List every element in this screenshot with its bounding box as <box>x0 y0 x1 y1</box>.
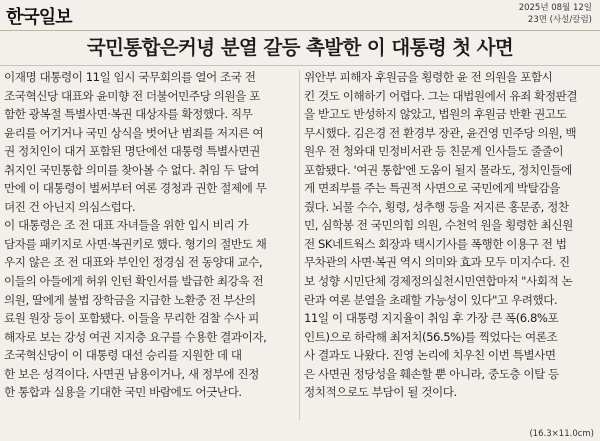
page-section: 23면 (사설/칼럼) <box>527 15 592 25</box>
body-text-line: 무차관의 사면·복권 역시 의미와 효과 모두 미지수다. 진 <box>304 255 570 270</box>
body-text-line: 원우 전 청와대 민정비서관 등 친문계 인사들도 줄줄이 <box>304 144 564 159</box>
body-text-line: 무시했다. 김은경 전 환경부 장관, 윤건영 민주당 의원, 백 <box>304 125 577 140</box>
body-text-line: 조국혁신당 대표와 윤미향 전 더불어민주당 의원을 포 <box>4 88 260 103</box>
body-text-line: 이들의 아들에게 허위 인턴 확인서를 발급한 최강욱 전 <box>4 274 264 289</box>
body-text-line: 해자로 보는 강성 여권 지지층 요구를 수용한 결과이자, <box>4 329 267 344</box>
body-text-line: 담자를 패키지로 사면·복권키로 했다. 형기의 절반도 채 <box>4 236 267 251</box>
body-text-line: 이 대통령은 조 전 대표 자녀들을 위한 입시 비리 가 <box>4 218 249 233</box>
body-text-line: 11일 이 대통령 지지율이 취임 후 가장 큰 폭(6.8%포 <box>304 311 559 326</box>
body-column-left <box>4 68 292 402</box>
body-text-line: 조국혁신당이 이 대통령 대선 승리를 지원한 데 대 <box>4 348 242 363</box>
body-text-line: 이재명 대통령이 11일 임시 국무회의를 열어 조국 전 <box>4 70 256 84</box>
body-text-line: 뎌진 건 아닌지 의심스럽다. <box>4 199 136 214</box>
masthead <box>0 0 600 31</box>
body-text-line: 윤리를 어기거나 국민 상식을 벗어난 범죄를 저지른 여 <box>4 125 264 140</box>
body-text-line: 취지인 국민통합 의미를 찾아볼 수 없다. 취임 두 달여 <box>4 162 259 177</box>
body-column-right <box>304 68 592 402</box>
body-text-line: 한 통합과 실용을 기대한 국민 바람에도 어긋난다. <box>4 385 242 400</box>
body-text-line: 전 SK네트웍스 회장과 택시기사를 폭행한 이용구 전 법 <box>304 236 567 251</box>
body-text-line: 우지 않은 조 전 대표와 부인인 정경심 전 동양대 교수, <box>4 255 263 270</box>
body-text-line: 한 보은 성격이다. 사면권 남용이거나, 새 정부에 진정 <box>4 366 259 381</box>
body-text-line: 란과 여론 분열을 초래할 가능성이 있다"고 우려했다. <box>304 292 558 307</box>
body-text-line: 만에 이 대통령이 벌써부터 여론 경청과 권한 절제에 무 <box>4 181 267 196</box>
body-text-line: 은 사면권 정당성을 훼손할 뿐 아니라, 중도층 이탈 등 <box>304 366 559 381</box>
body-text-line: 게 면죄부를 주는 특권적 사면으로 국민에게 박탈감을 <box>304 181 560 196</box>
body-text-line: 료원 원장 등이 포함됐다. 이들을 무리한 검찰 수사 피 <box>4 311 259 326</box>
body-text-line: 포함됐다. '여권 통합'엔 도움이 될지 몰라도, 정치인들에 <box>304 162 572 177</box>
publication-info <box>519 2 592 26</box>
body-text-line: 민, 심학봉 전 국민의힘 의원, 수천억 원을 횡령한 최신원 <box>304 218 573 233</box>
article-body <box>4 68 596 424</box>
body-text-line: 위안부 피해자 후원금을 횡령한 윤 전 의원을 포함시 <box>304 70 553 84</box>
body-text-line: 을 받고도 반성하지 않았고, 법원의 후원금 반환 권고도 <box>304 107 567 122</box>
body-text-line: 보 성향 시민단체 경제정의실천시민연합마저 "사회적 논 <box>304 274 573 289</box>
body-text-line: 인트)으로 하락해 최저치(56.5%)를 찍었다는 여론조 <box>304 329 558 344</box>
body-text-line: 사 결과도 나왔다. 진영 논리에 치우친 이번 특별사면 <box>304 348 556 363</box>
publication-date: 2025년 08월 12일 <box>518 3 592 13</box>
article-size-note: (16.3×11.0cm) <box>529 429 594 439</box>
body-text-line: 킨 것도 이해하기 어렵다. 그는 대법원에서 유죄 확정판결 <box>304 88 578 103</box>
body-text-line: 의원, 딸에게 불법 장학금을 지급한 노환중 전 부산의 <box>4 292 256 307</box>
body-text-line: 정치적으로도 부담이 될 것이다. <box>304 385 457 400</box>
column-divider <box>299 70 300 420</box>
newspaper-logo: 한국일보 <box>6 7 72 28</box>
article-headline: 국민통합은커녕 분열 갈등 촉발한 이 대통령 첫 사면 <box>0 31 600 66</box>
body-text-line: 줬다. 뇌물 수수, 횡령, 성추행 등을 저지른 홍문종, 정찬 <box>304 199 569 214</box>
body-text-line: 함한 광복절 특별사면·복권 대상자를 확정했다. 직무 <box>4 107 253 122</box>
body-text-line: 권 정치인이 대거 포함된 명단에선 대통령 특별사면권 <box>4 144 260 159</box>
